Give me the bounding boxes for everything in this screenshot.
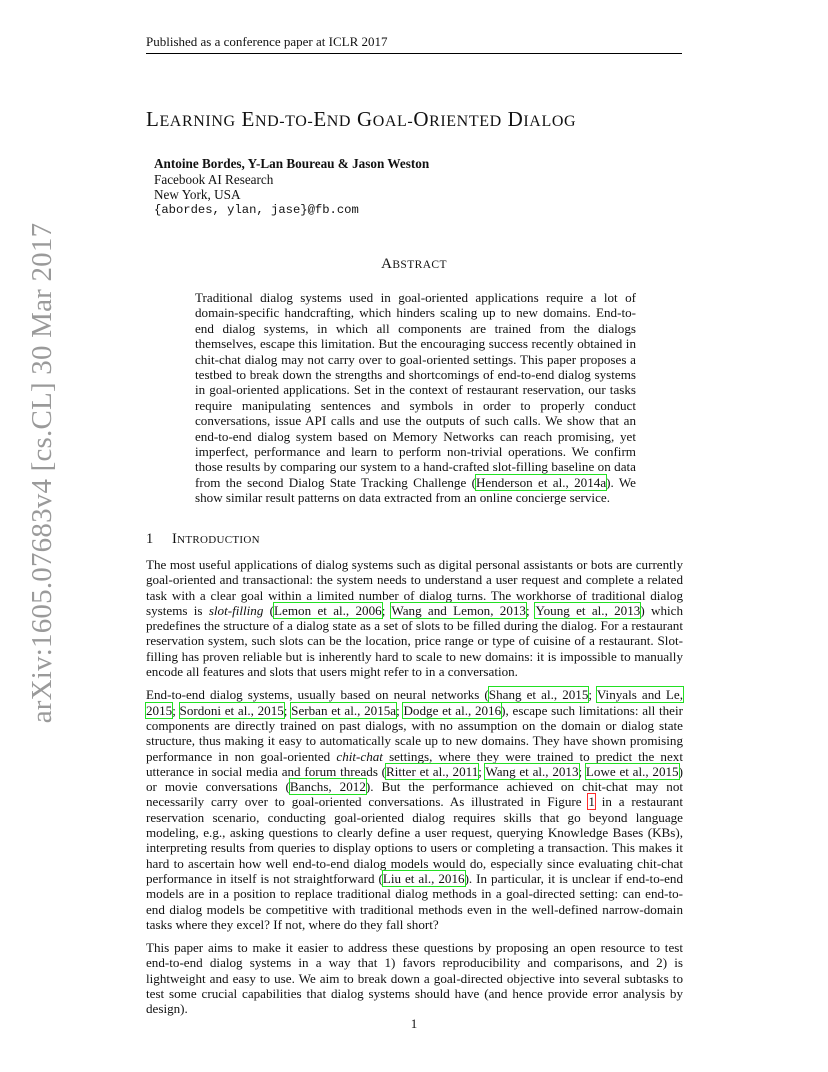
author-names: Antoine Bordes, Y-Lan Boureau & Jason Weston [154, 156, 430, 171]
citation-link[interactable]: Lemon et al., 2006 [274, 602, 382, 618]
introduction-body [146, 557, 683, 1025]
citation-link[interactable]: Ritter et al., 2011 [386, 763, 479, 779]
citation-link[interactable]: Vinyals and Le, 2015 [146, 687, 683, 718]
author-email: {abordes, ylan, jase}@fb.com [154, 202, 359, 217]
author-affiliation: Facebook AI Research [154, 171, 274, 187]
abstract-text: Traditional dialog systems used in goal-oriented applications require a lot of domain-specific handcrafting, which hinders scaling up to new domains. End-to-end dialog systems, in which all components are trained from the dialogs themselves, escape this limitation. But the encouraging success recently obtained in chit-chat dialog may not carry over to goal-oriented settings. This paper proposes a testbed to break down the strengths and shortcomings of end-to-end dialog systems in goal-oriented applications. Set in the context of restaurant reservation, our tasks require manipulating sentences and symbols in order to properly conduct conversations, issue API calls and use the outputs of such calls. We show that an end-to-end dialog system based on Memory Networks can reach promising, yet imperfect, performance and learn to perform non-trivial operations. We confirm those results by comparing our system to a hand-crafted slot-filling baseline on data from the second Dialog State Tracking Challenge (Henderson et al., 2014a). We show similar result patterns on data extracted from an online concierge service. [195, 290, 636, 506]
page-number: 1 [410, 1016, 418, 1031]
intro-paragraph-2: End-to-end dialog systems, usually based on neural networks (Shang et al., 2015; Vinyals and Le, 2015; Sordoni et al., 2015; Serban et al., 2015a; Dodge et al., 2016), escape such limitations: all their components are directly trained on past dialogs, with no assumption on the domain or dialog state structure, thus making it easy to automatically scale up to new domains. They have shown promising performance in non goal-oriented chit-chat settings, where they were trained to predict the next utterance in social media and forum threads (Ritter et al., 2011; Wang et al., 2013; Lowe et al., 2015) or movie conversations (Banchs, 2012). But the performance achieved on chit-chat may not necessarily carry over to goal-oriented conversations. As illustrated in Figure 1 in a restaurant reservation scenario, conducting goal-oriented dialog requires skills that go beyond language modeling, e.g., asking questions to clearly define a user request, querying Knowledge Bases (KBs), interpreting results from queries to display options to users or completing a transaction. This makes it hard to ascertain how well end-to-end dialog models would do, especially since evaluating chit-chat performance in itself is not straightforward (Liu et al., 2016). In particular, it is unclear if end-to-end models are in a position to replace traditional dialog methods in a goal-directed setting: can end-to-end dialog models be competitive with traditional methods even in the well-defined narrow-domain tasks where they excel? If not, where do they fall short? [146, 687, 684, 932]
citation-link[interactable]: Young et al., 2013 [535, 602, 641, 618]
citation-link[interactable]: Lowe et al., 2015 [585, 763, 679, 779]
figure-reference-link[interactable]: 1 [588, 794, 595, 810]
running-header: Published as a conference paper at ICLR 2017 [146, 34, 388, 49]
citation-link[interactable]: Shang et al., 2015 [488, 687, 589, 703]
citation-link[interactable]: Sordoni et al., 2015 [179, 702, 284, 718]
citation-link[interactable]: Dodge et al., 2016 [403, 702, 502, 718]
author-block [154, 156, 429, 218]
citation-link[interactable]: Liu et al., 2016 [382, 870, 465, 886]
citation-link[interactable]: Banchs, 2012 [289, 779, 366, 795]
intro-paragraph-1: The most useful applications of dialog systems such as digital personal assistants or bots are currently goal-oriented and transactional: the system needs to understand a user request and complete a related task with a clear goal within a limited number of dialog turns. The workhorse of traditional dialog systems is slot-filling (Lemon et al., 2006; Wang and Lemon, 2013; Young et al., 2013) which predefines the structure of a dialog state as a set of slots to be filled during the dialog. For a restaurant reservation system, such slots can be the location, price range or type of cuisine of a restaurant. Slot-filling has proven reliable but is inherently hard to scale to new domains: it is impossible to manually encode all features and slots that users might refer to in a conversation. [146, 557, 683, 680]
author-location: New York, USA [154, 187, 241, 202]
intro-paragraph-3: This paper aims to make it easier to address these questions by proposing an open resource to test end-to-end dialog systems in a way that 1) favors reproducibility and comparisons, and 2) is lightweight and easy to use. We aim to break down a goal-directed objective into several subtasks to test some crucial capabilities that dialog systems should have (and hence provide error analysis by design). [146, 940, 683, 1017]
citation-link[interactable]: Wang and Lemon, 2013 [391, 602, 526, 618]
header-rule [146, 53, 682, 54]
citation-link[interactable]: Henderson et al., 2014a [475, 474, 607, 490]
arxiv-identifier: arXiv:1605.07683v4 [cs.CL] 30 Mar 2017 [26, 222, 58, 724]
section-heading-introduction: 1 INTRODUCTION [146, 531, 260, 547]
abstract-heading: ABSTRACT [381, 256, 447, 272]
citation-link[interactable]: Wang et al., 2013 [485, 763, 579, 779]
citation-link[interactable]: Serban et al., 2015a [291, 702, 397, 718]
paper-title: LEARNING END-TO-END GOAL-ORIENTED DIALOG [146, 107, 577, 131]
